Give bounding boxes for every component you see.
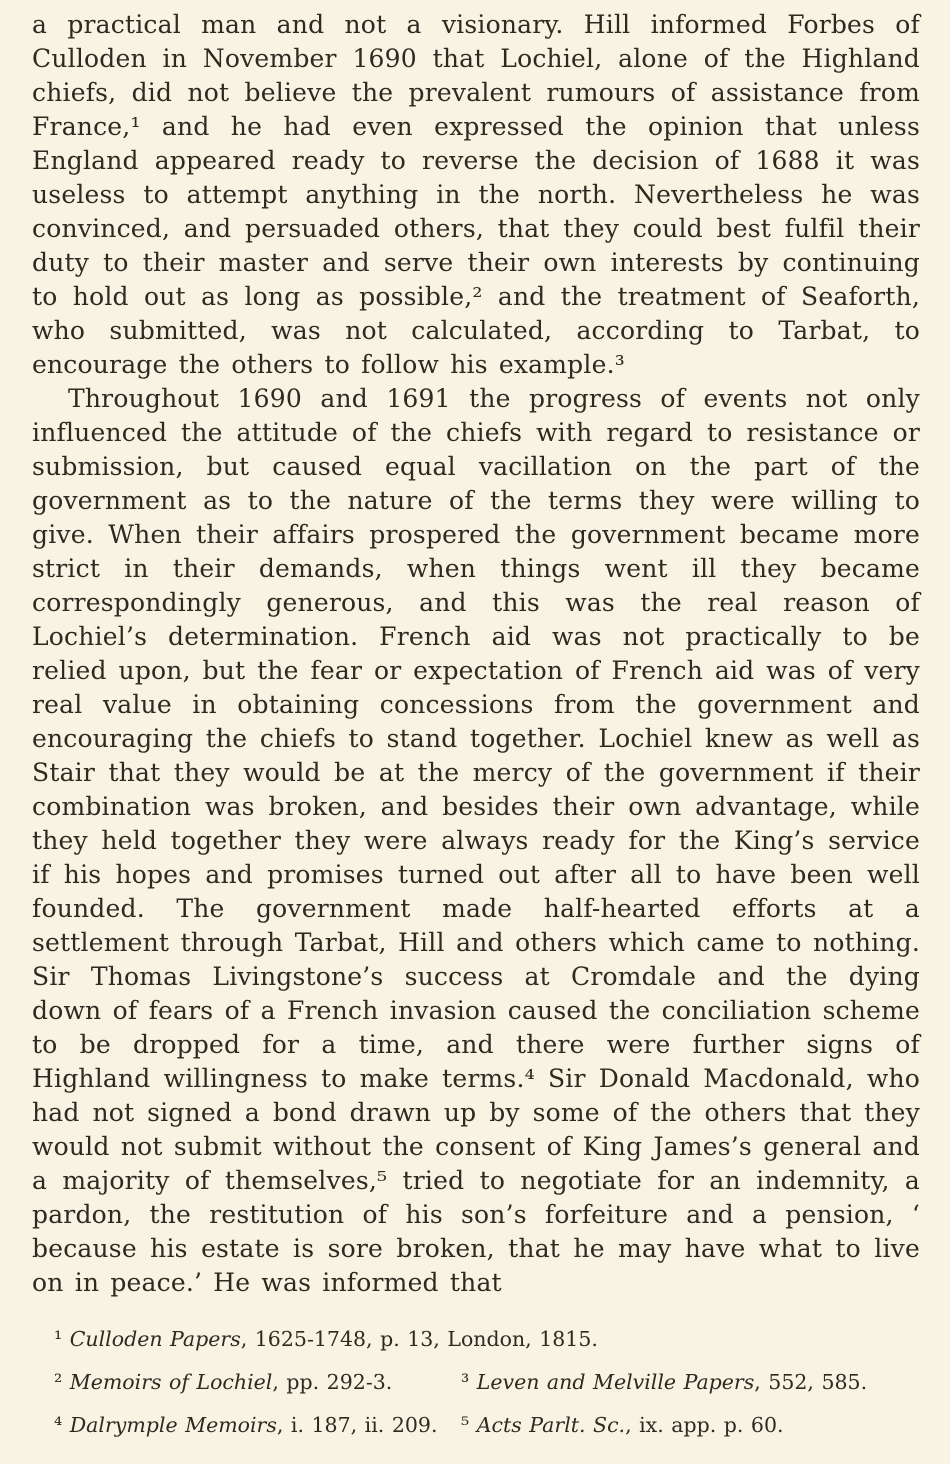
footnotes-section xyxy=(32,1326,920,1438)
footnote-row-3 xyxy=(54,1412,920,1438)
footnote-4: ⁴ Dalrymple Memoirs, i. 187, ii. 209. xyxy=(54,1413,438,1437)
footnote-row-1 xyxy=(54,1326,920,1352)
footnote-5: ⁵ Acts Parlt. Sc., ix. app. p. 60. xyxy=(461,1413,784,1437)
footnote-3: ³ Leven and Melville Papers, 552, 585. xyxy=(461,1370,868,1394)
paragraph-1: a practical man and not a visionary. Hill informed Forbes of Culloden in November 1690 that Lochiel, alone of the Highland chiefs, did not believe the prevalent rumours of assistance from France,¹ and he had even expressed the opinion that unless England appeared ready to reverse the decision of 1688 it was useless to attempt anything in the north. Nevertheless he was convinced, and persuaded others, that they could best fulfil their duty to their master and serve their own interests by continuing to hold out as long as possible,² and the treatment of Seaforth, who submitted, was not calculated, according to Tarbat, to encourage the others to follow his example.³ xyxy=(32,10,920,379)
page-body-text xyxy=(32,8,920,1300)
footnote-2: ² Memoirs of Lochiel, pp. 292-3. xyxy=(54,1370,393,1394)
footnote-row-2 xyxy=(54,1369,920,1395)
paragraph-2: Throughout 1690 and 1691 the progress of events not only influenced the attitude of the chiefs with regard to resistance or submission, but caused equal vacillation on the part of the government as to the nature of the terms they were willing to give. When their affairs prospered the government became more strict in their demands, when things went ill they became correspondingly generous, and this was the real reason of Lochiel’s determination. French aid was not practically to be relied upon, but the fear or expectation of French aid was of very real value in obtaining concessions from the government and encouraging the chiefs to stand together. Lochiel knew as well as Stair that they would be at the mercy of the government if their combination was broken, and besides their own advantage, while they held together they were always ready for the King’s service if his hopes and promises turned out after all to have been well founded. The government made half-hearted efforts at a settlement through Tarbat, Hill and others which came to nothing. Sir Thomas Livingstone’s success at Cromdale and the dying down of fears of a French invasion caused the conciliation scheme to be dropped for a time, and there were further signs of Highland willingness to make terms.⁴ Sir Donald Macdonald, who had not signed a bond drawn up by some of the others that they would not submit without the consent of King James’s general and a majority of themselves,⁵ tried to negotiate for an indemnity, a pardon, the restitution of his son’s forfeiture and a pension, ‘ because his estate is sore broken, that he may have what to live on in peace.’ He was informed that xyxy=(32,384,920,1297)
footnote-1: ¹ Culloden Papers, 1625-1748, p. 13, London, 1815. xyxy=(54,1327,598,1351)
